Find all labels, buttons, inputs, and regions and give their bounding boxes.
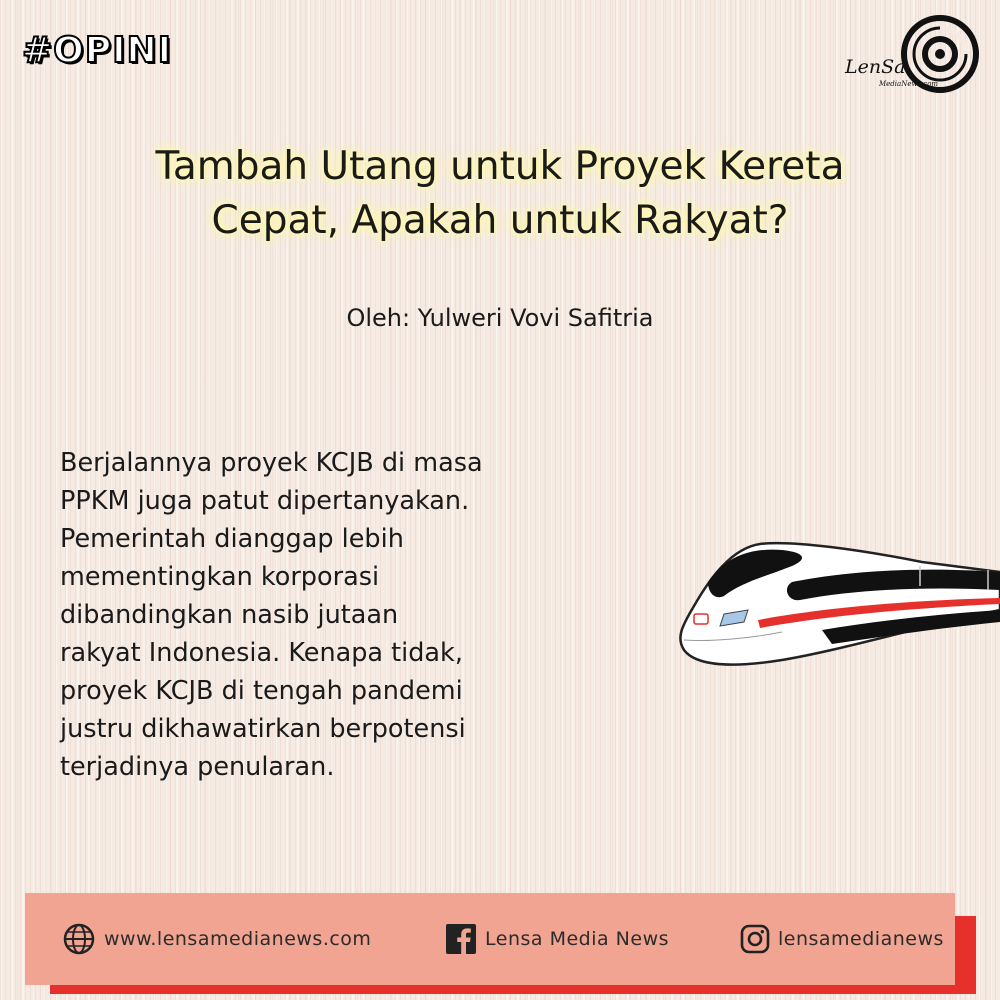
author-byline: Oleh: Yulweri Vovi Safitria (346, 304, 654, 332)
article-excerpt (60, 444, 600, 786)
excerpt-line: mementingkan korporasi (60, 562, 380, 592)
instagram-icon (740, 924, 770, 954)
facebook-link[interactable] (445, 922, 669, 956)
website-link[interactable] (62, 922, 371, 956)
logo-subtitle: MediaNews.com (879, 80, 939, 88)
excerpt-line: justru dikhawatirkan berpotensi (60, 714, 466, 744)
facebook-icon (445, 923, 477, 955)
opini-tag: #OPINI (22, 30, 173, 71)
excerpt-line: proyek KCJB di tengah pandemi (60, 676, 463, 706)
train-illustration (672, 510, 1000, 675)
instagram-label: lensamedianews (778, 928, 944, 950)
excerpt-line: Pemerintah dianggap lebih (60, 524, 404, 554)
article-title (60, 140, 940, 248)
globe-icon (62, 922, 96, 956)
lens-logo-icon (900, 14, 980, 94)
title-line-1: Tambah Utang untuk Proyek Kereta (155, 144, 845, 189)
website-label: www.lensamedianews.com (104, 928, 372, 950)
instagram-link[interactable] (740, 922, 944, 956)
excerpt-line: PPKM juga patut dipertanyakan. (60, 486, 470, 516)
title-line-2: Cepat, Apakah untuk Rakyat? (211, 198, 789, 243)
lensa-media-logo[interactable] (845, 14, 980, 94)
excerpt-line: terjadinya penularan. (60, 752, 335, 782)
logo-name: LenSa (845, 56, 906, 78)
excerpt-line: rakyat Indonesia. Kenapa tidak, (60, 638, 463, 668)
facebook-label: Lensa Media News (485, 928, 670, 950)
excerpt-line: dibandingkan nasib jutaan (60, 600, 399, 630)
excerpt-line: Berjalannya proyek KCJB di masa (60, 448, 483, 478)
